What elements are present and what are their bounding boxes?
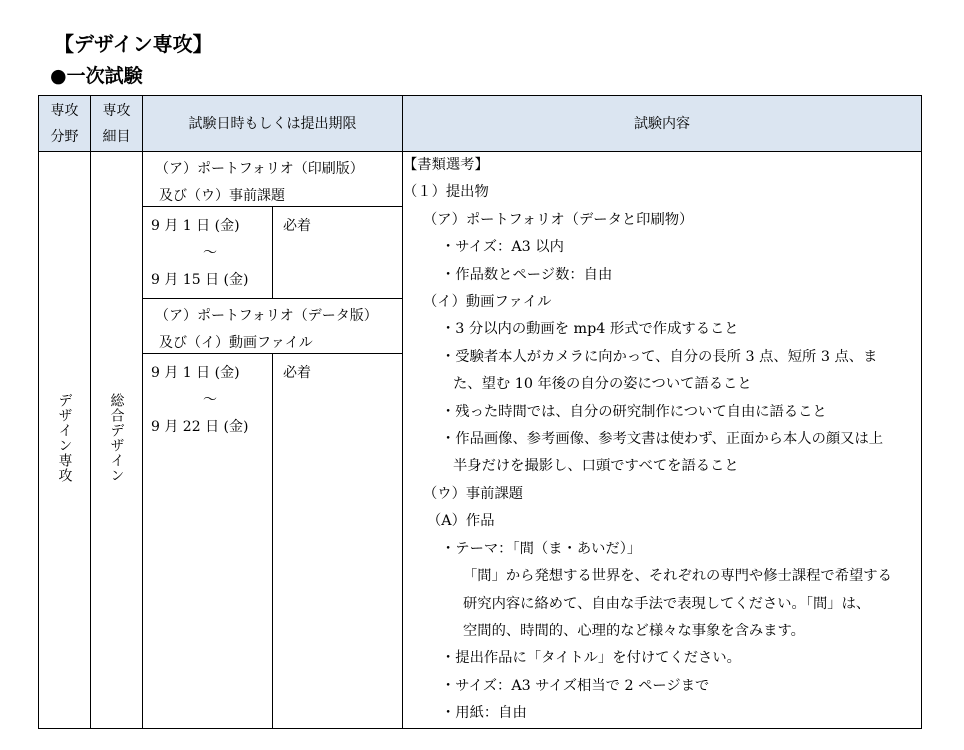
major-cell bbox=[39, 152, 91, 729]
header-major-line1: 専攻 bbox=[50, 102, 79, 119]
period-title-line2: 及び（ウ）事前課題 bbox=[159, 188, 285, 204]
period-date-print bbox=[143, 207, 273, 298]
period-title-data bbox=[143, 299, 402, 354]
date-end: 9 月 22 日 (金) bbox=[151, 419, 249, 435]
major-text: デザイン専攻 bbox=[56, 393, 73, 483]
period-title-line1: （ア）ポートフォリオ（印刷版） bbox=[155, 161, 364, 177]
period-note: 必着 bbox=[283, 365, 311, 381]
content-line: 「間」から発想する世界を、それぞれの専門や修士課程で希望する bbox=[463, 568, 892, 585]
header-major bbox=[39, 96, 91, 152]
period-cell bbox=[143, 152, 403, 729]
content-line: ・残った時間では、自分の研究制作について自由に語ること bbox=[441, 403, 827, 420]
period-date-data bbox=[143, 354, 273, 728]
period-note: 必着 bbox=[283, 218, 311, 234]
content-line: ・作品画像、参考画像、参考文書は使わず、正面から本人の顔又は上 bbox=[441, 431, 884, 448]
period-box-data bbox=[143, 354, 402, 728]
content-line: た、望む 10 年後の自分の姿について語ること bbox=[453, 376, 752, 393]
detail-cell bbox=[91, 152, 143, 729]
content-line: ・作品数とページ数：自由 bbox=[441, 266, 613, 283]
date-start: 9 月 1 日 (金) bbox=[151, 218, 240, 234]
period-wrap bbox=[143, 152, 402, 728]
content-line: （A）作品 bbox=[427, 513, 495, 530]
header-major-line2: 分野 bbox=[50, 128, 79, 145]
exam-table bbox=[38, 95, 922, 729]
body-row bbox=[39, 152, 922, 729]
period-title-line1: （ア）ポートフォリオ（データ版） bbox=[155, 308, 378, 324]
content-line: ・3 分以内の動画を mp4 形式で作成すること bbox=[441, 321, 739, 338]
header-content: 試験内容 bbox=[403, 96, 922, 152]
content-line: 空間的、時間的、心理的など様々な事象を含みます。 bbox=[463, 622, 805, 639]
content-line: 【書類選考】 bbox=[403, 157, 489, 173]
header-detail-line2: 細目 bbox=[102, 128, 131, 145]
header-period: 試験日時もしくは提出期限 bbox=[143, 96, 403, 152]
content-line: ・受験者本人がカメラに向かって、自分の長所 3 点、短所 3 点、ま bbox=[441, 348, 878, 365]
period-title-line2: 及び（イ）動画ファイル bbox=[159, 335, 313, 351]
content-line: （イ）動画ファイル bbox=[423, 294, 552, 311]
content-cell bbox=[403, 152, 922, 729]
content-line: ・サイズ：A3 サイズ相当で 2 ページまで bbox=[441, 677, 710, 694]
header-detail bbox=[91, 96, 143, 152]
date-tilde: 〜 bbox=[203, 245, 217, 261]
content-line: （ア）ポートフォリオ（データと印刷物） bbox=[423, 211, 694, 228]
period-title-print bbox=[143, 152, 402, 207]
content-line: ・サイズ：A3 以内 bbox=[441, 239, 564, 256]
detail-text: 総合デザイン bbox=[108, 393, 125, 483]
page-title: 【デザイン専攻】 bbox=[54, 32, 213, 56]
section-title: ●一次試験 bbox=[50, 65, 143, 87]
period-box-print bbox=[143, 207, 402, 299]
date-start: 9 月 1 日 (金) bbox=[151, 365, 240, 381]
content-line: ・用紙：自由 bbox=[441, 705, 527, 722]
header-detail-line1: 専攻 bbox=[102, 102, 131, 119]
header-row bbox=[39, 96, 922, 152]
content-line: 半身だけを撮影し、口頭ですべてを語ること bbox=[453, 458, 739, 475]
content-line: （１）提出物 bbox=[403, 184, 489, 201]
content-line: （ウ）事前課題 bbox=[423, 485, 524, 502]
content-line: ・テーマ：「間（ま・あいだ）」 bbox=[441, 540, 642, 557]
content-line: 研究内容に絡めて、自由な手法で表現してください。「間」は、 bbox=[463, 595, 871, 612]
date-tilde: 〜 bbox=[203, 392, 217, 408]
content-line: ・提出作品に「タイトル」を付けてください。 bbox=[441, 650, 741, 667]
date-end: 9 月 15 日 (金) bbox=[151, 272, 249, 288]
